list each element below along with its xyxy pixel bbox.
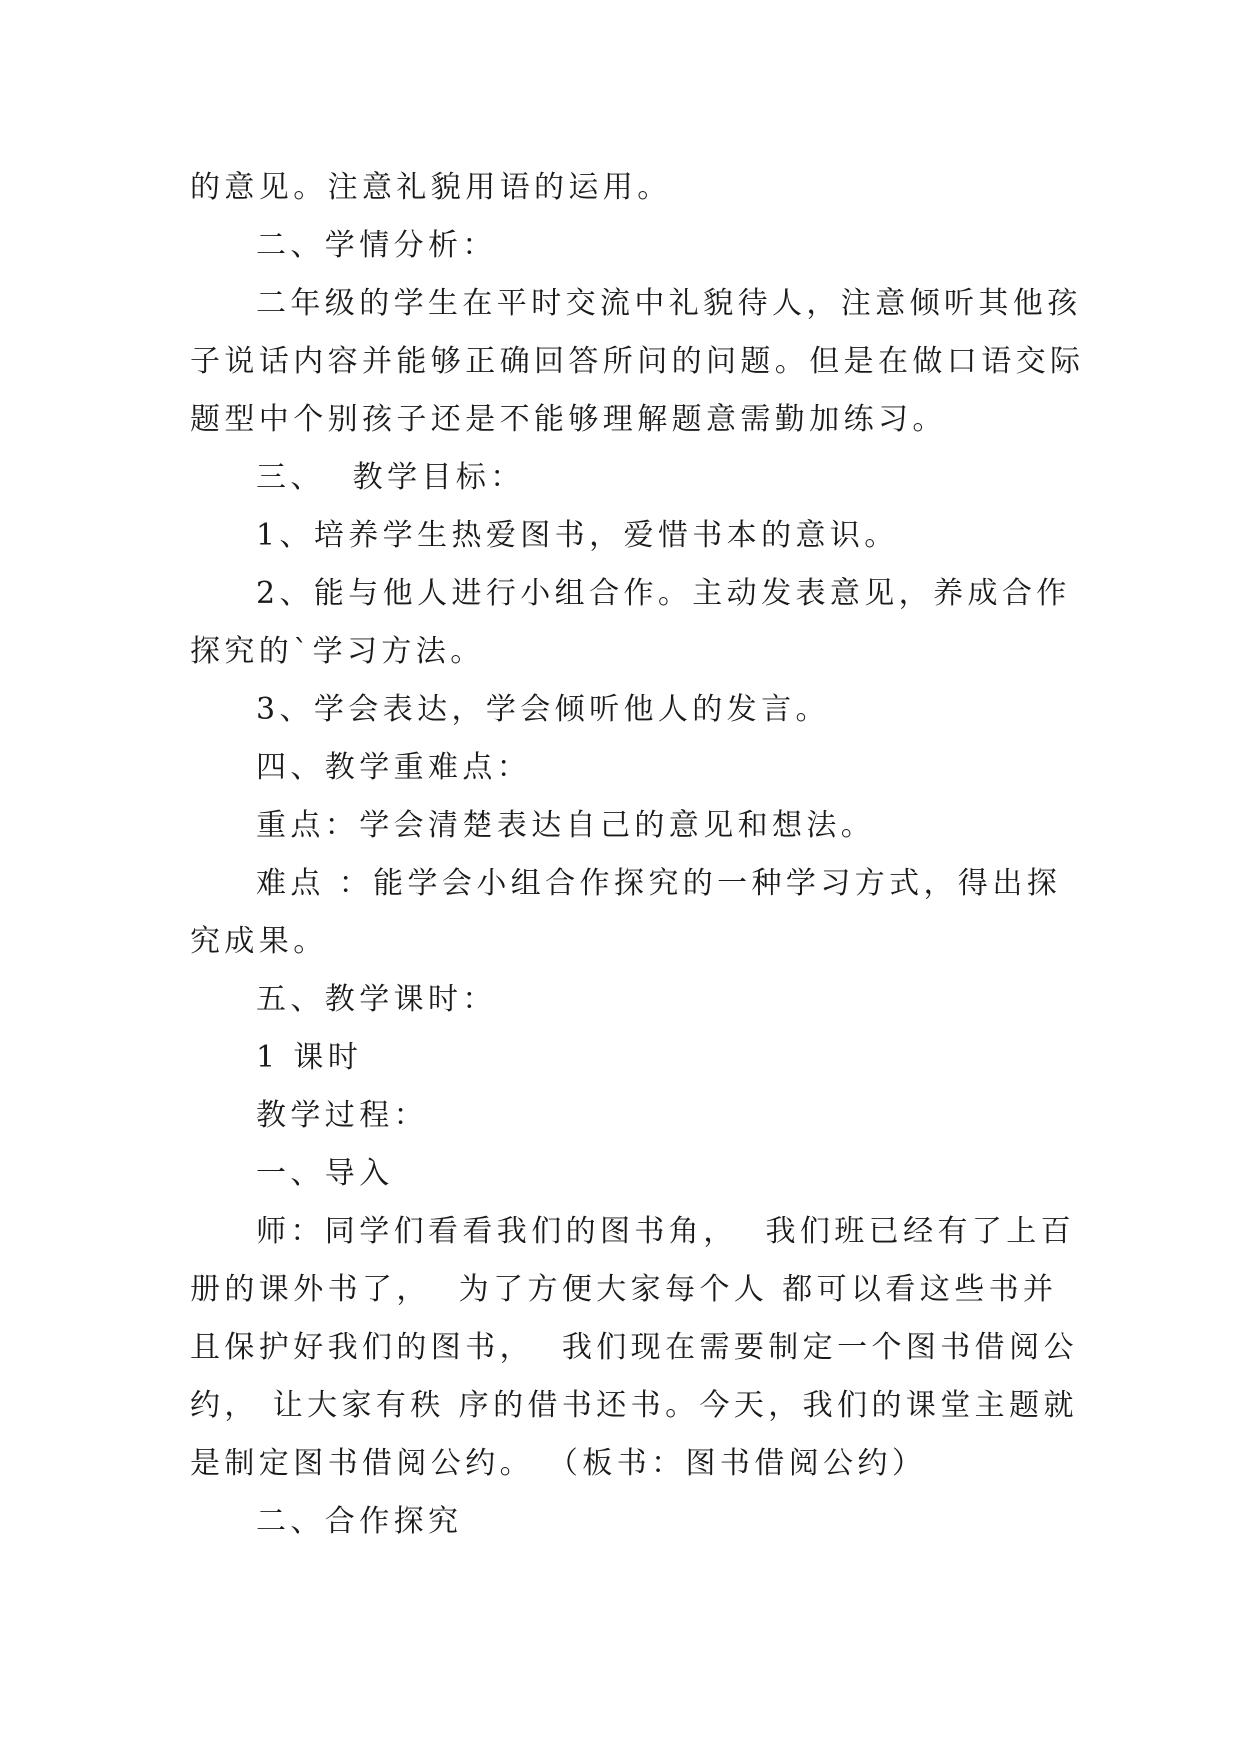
text-line: 子说话内容并能够正确回答所问的问题。但是在做口语交际 (190, 344, 1085, 379)
section-heading: 教学过程： (256, 1098, 428, 1133)
list-item: 2、能与他人进行小组合作。主动发表意见，养成合作 (256, 576, 1071, 611)
section-heading: 四、教学重难点： (256, 750, 532, 785)
section-heading: 五、教学课时： (256, 982, 497, 1017)
text-line: 是制定图书借阅公约。 （板书：图书借阅公约） (190, 1446, 927, 1481)
list-item: 3、学会表达，学会倾听他人的发言。 (256, 692, 830, 727)
paragraph-line: 师：同学们看看我们的图书角， 我们班已经有了上百 (256, 1214, 1076, 1249)
section-heading: 三、 教学目标： (256, 460, 525, 495)
paragraph-line: 二年级的学生在平时交流中礼貌待人，注意倾听其他孩 (256, 286, 1082, 321)
paragraph-line: 1 课时 (256, 1040, 363, 1075)
text-line: 且保护好我们的图书， 我们现在需要制定一个图书借阅公 (190, 1330, 1078, 1365)
section-heading: 二、学情分析： (256, 228, 497, 263)
text-line: 册的课外书了， 为了方便大家每个人 都可以看这些书并 (190, 1272, 1058, 1307)
text-line: 题型中个别孩子还是不能够理解题意需勤加练习。 (190, 402, 947, 437)
section-heading: 一、导入 (256, 1156, 394, 1191)
paragraph-line: 难点 ：能学会小组合作探究的一种学习方式，得出探 (256, 866, 1062, 901)
section-heading: 二、合作探究 (256, 1504, 463, 1539)
text-line: 探究的`学习方法。 (190, 634, 485, 669)
list-item: 1、培养学生热爱图书，爱惜书本的意识。 (256, 518, 899, 553)
text-line: 的意见。注意礼貌用语的运用。 (190, 170, 672, 205)
paragraph-line: 重点：学会清楚表达自己的意见和想法。 (256, 808, 876, 843)
text-line: 约， 让大家有秩 序的借书还书。今天，我们的课堂主题就 (190, 1388, 1078, 1423)
text-line: 究成果。 (190, 924, 328, 959)
